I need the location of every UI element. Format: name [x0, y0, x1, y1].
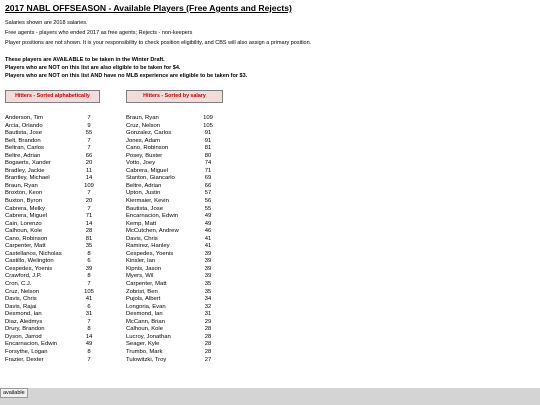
player-name: Desmond, Ian — [126, 311, 163, 318]
table-row — [5, 198, 105, 206]
player-salary: 28 — [204, 348, 212, 355]
table-row — [5, 311, 105, 319]
table-row — [126, 168, 226, 176]
player-salary: 49 — [204, 220, 212, 227]
player-salary: 55 — [204, 205, 212, 212]
table-row — [5, 326, 105, 334]
table-row — [126, 115, 226, 123]
player-salary: 28 — [85, 228, 93, 235]
player-salary: 91 — [204, 130, 212, 137]
player-salary: 20 — [85, 160, 93, 167]
table-row — [5, 251, 105, 259]
player-name: Drury, Brandon — [5, 326, 45, 333]
player-name: Cruz, Nelson — [5, 288, 40, 295]
table-row — [5, 289, 105, 297]
player-name: Pujols, Albert — [126, 296, 161, 303]
player-name: Kiermaier, Kevin — [126, 198, 169, 205]
table-row — [126, 190, 226, 198]
table-row — [5, 115, 105, 123]
player-salary: 14 — [85, 175, 93, 182]
player-name: Anderson, Tim — [5, 115, 43, 121]
player-name: Seager, Kyle — [126, 341, 160, 348]
status-bar — [0, 388, 540, 405]
table-row — [5, 236, 105, 244]
table-row — [5, 123, 105, 131]
table-row — [126, 228, 226, 236]
player-name: Lucroy, Jonathan — [126, 333, 171, 340]
table-row — [5, 153, 105, 161]
player-salary: 39 — [204, 258, 212, 265]
table-row — [126, 319, 226, 327]
player-salary: 14 — [85, 220, 93, 227]
table-row — [126, 221, 226, 229]
table-row — [126, 258, 226, 266]
table-row — [5, 168, 105, 176]
table-row — [5, 334, 105, 342]
rule-no-mlb: Players who are NOT on this list AND have no MLB experience are eligible to be taken for $3. — [5, 73, 248, 79]
player-salary: 27 — [204, 356, 212, 363]
player-name: McCutchen, Andrew — [126, 228, 179, 235]
player-salary: 41 — [85, 296, 93, 303]
player-salary: 66 — [85, 152, 93, 159]
table-row — [5, 266, 105, 274]
player-name: Arcia, Orlando — [5, 122, 43, 129]
salary-table — [126, 115, 226, 364]
player-salary: 81 — [85, 235, 93, 242]
player-salary: 39 — [204, 250, 212, 257]
page-title: 2017 NABL OFFSEASON - Available Players (Free Agents and Rejects) — [5, 3, 292, 13]
player-salary: 35 — [85, 243, 93, 250]
player-salary: 71 — [204, 167, 212, 174]
table-row — [126, 304, 226, 312]
player-salary: 71 — [85, 213, 93, 220]
table-row — [5, 357, 105, 365]
table-row — [126, 334, 226, 342]
player-salary: 81 — [204, 145, 212, 152]
table-row — [5, 206, 105, 214]
table-row — [126, 357, 226, 365]
player-name: Desmond, Ian — [5, 311, 42, 318]
table-row — [126, 175, 226, 183]
player-salary: 8 — [87, 326, 91, 333]
player-salary: 28 — [204, 341, 212, 348]
player-name: Gonzalez, Carlos — [126, 130, 172, 137]
table-row — [126, 198, 226, 206]
table-row — [5, 273, 105, 281]
table-row — [126, 183, 226, 191]
rule-available: These players are AVAILABLE to be taken in the Winter Draft. — [5, 57, 165, 63]
player-salary: 7 — [87, 318, 91, 325]
player-name: Braun, Ryan — [5, 182, 38, 189]
player-salary: 39 — [204, 273, 212, 280]
player-name: Cabrera, Melky — [5, 205, 45, 212]
table-row — [126, 138, 226, 146]
player-name: McCann, Brian — [126, 318, 165, 325]
player-salary: 91 — [204, 137, 212, 144]
player-salary: 11 — [85, 167, 93, 174]
table-row — [5, 213, 105, 221]
table-row — [126, 160, 226, 168]
table-row — [5, 349, 105, 357]
player-name: Bogaerts, Xander — [5, 160, 51, 167]
player-salary: 74 — [204, 160, 212, 167]
table-row — [5, 190, 105, 198]
table-row — [126, 123, 226, 131]
player-name: Carpenter, Matt — [126, 281, 167, 288]
table-row — [126, 326, 226, 334]
table-row — [5, 281, 105, 289]
player-name: Castellanos, Nicholas — [5, 250, 62, 257]
player-name: Kemp, Matt — [126, 220, 157, 227]
table-row — [126, 266, 226, 274]
player-salary: 41 — [204, 235, 212, 242]
player-salary: 7 — [87, 356, 91, 363]
table-row — [5, 243, 105, 251]
player-salary: 35 — [204, 281, 212, 288]
table-row — [126, 213, 226, 221]
player-salary: 31 — [85, 311, 93, 318]
player-name: Belt, Brandon — [5, 137, 41, 144]
player-salary: 57 — [204, 190, 212, 197]
player-salary: 28 — [204, 326, 212, 333]
player-name: Zobrist, Ben — [126, 288, 158, 295]
table-row — [126, 349, 226, 357]
player-name: Myers, Wil — [126, 273, 154, 280]
player-salary: 20 — [85, 198, 93, 205]
player-name: Cabrera, Miguel — [126, 167, 168, 174]
player-salary: 39 — [204, 265, 212, 272]
player-name: Bradley, Jackie — [5, 167, 45, 174]
table-row — [126, 296, 226, 304]
table-row — [126, 236, 226, 244]
table-row — [5, 160, 105, 168]
rule-not-on-list: Players who are NOT on this list are also eligible to be taken for $4. — [5, 65, 181, 71]
player-name: Braun, Ryan — [126, 115, 159, 121]
player-salary: 8 — [87, 348, 91, 355]
player-name: Crawford, J.P. — [5, 273, 42, 280]
player-name: Beltran, Carlos — [5, 145, 44, 152]
player-salary: 6 — [87, 303, 91, 310]
table-row — [126, 145, 226, 153]
table-row — [126, 206, 226, 214]
player-name: Cespedes, Yoenis — [5, 265, 53, 272]
player-name: Upton, Justin — [126, 190, 161, 197]
player-name: Kipnis, Jason — [126, 265, 162, 272]
table-row — [126, 251, 226, 259]
player-name: Stanton, Giancarlo — [126, 175, 175, 182]
player-salary: 7 — [87, 137, 91, 144]
player-name: Cano, Robinson — [5, 235, 48, 242]
player-salary: 49 — [85, 341, 93, 348]
table-row — [5, 304, 105, 312]
player-salary: 109 — [203, 115, 213, 121]
player-name: Davis, Chris — [5, 296, 37, 303]
table-row — [126, 289, 226, 297]
table-row — [5, 138, 105, 146]
table-row — [126, 311, 226, 319]
player-name: Cain, Lorenzo — [5, 220, 42, 227]
table-row — [5, 228, 105, 236]
player-name: Davis, Chris — [126, 235, 158, 242]
table-row — [126, 243, 226, 251]
player-salary: 8 — [87, 250, 91, 257]
player-name: Calhoun, Kole — [5, 228, 43, 235]
note-salaries: Salaries shown are 2018 salaries. — [5, 20, 88, 26]
player-salary: 29 — [204, 318, 212, 325]
table-row — [5, 183, 105, 191]
player-salary: 14 — [85, 333, 93, 340]
player-name: Bautista, Jose — [5, 130, 43, 137]
table-row — [126, 130, 226, 138]
player-name: Votto, Joey — [126, 160, 156, 167]
player-name: Longoria, Evan — [126, 303, 166, 310]
player-salary: 8 — [87, 273, 91, 280]
player-salary: 28 — [204, 333, 212, 340]
player-salary: 7 — [87, 190, 91, 197]
player-name: Castillo, Welington — [5, 258, 54, 265]
note-positions: Player positions are not shown. It is your responsibility to check position eligibility, and CBS will also assign a primary position. — [5, 40, 312, 46]
player-salary: 105 — [84, 288, 94, 295]
player-name: Cano, Robinson — [126, 145, 169, 152]
table-row — [126, 273, 226, 281]
player-name: Encarnacion, Edwin — [126, 213, 179, 220]
player-salary: 9 — [87, 122, 91, 129]
player-name: Cespedes, Yoenis — [126, 250, 174, 257]
player-name: Jones, Adam — [126, 137, 161, 144]
player-name: Broxton, Keon — [5, 190, 43, 197]
player-salary: 39 — [85, 265, 93, 272]
player-name: Cron, C.J. — [5, 281, 32, 288]
table-row — [5, 341, 105, 349]
salary-table-header: Hitters - Sorted by salary — [126, 90, 223, 103]
player-salary: 49 — [204, 213, 212, 220]
player-salary: 35 — [204, 288, 212, 295]
player-salary: 105 — [203, 122, 213, 129]
player-name: Cruz, Nelson — [126, 122, 161, 129]
player-name: Bautista, Jose — [126, 205, 164, 212]
player-salary: 55 — [85, 130, 93, 137]
alpha-table-header: Hitters - Sorted alphabetically — [5, 90, 100, 103]
player-salary: 7 — [87, 205, 91, 212]
player-name: Buxton, Byron — [5, 198, 43, 205]
table-row — [126, 281, 226, 289]
table-row — [5, 221, 105, 229]
player-name: Cabrera, Miguel — [5, 213, 47, 220]
table-row — [126, 153, 226, 161]
table-row — [5, 145, 105, 153]
player-name: Encarnacion, Edwin — [5, 341, 58, 348]
player-salary: 69 — [204, 175, 212, 182]
player-salary: 7 — [87, 115, 91, 121]
player-salary: 46 — [204, 228, 212, 235]
player-name: Calhoun, Kole — [126, 326, 164, 333]
table-row — [5, 319, 105, 327]
table-row — [5, 258, 105, 266]
player-salary: 32 — [204, 303, 212, 310]
player-name: Ramirez, Hanley — [126, 243, 170, 250]
player-salary: 7 — [87, 145, 91, 152]
alpha-table — [5, 115, 105, 364]
player-name: Diaz, Aledmys — [5, 318, 43, 325]
note-free-agents: Free agents - players who ended 2017 as free agents; Rejects - non-keepers — [5, 30, 193, 36]
player-salary: 7 — [87, 281, 91, 288]
table-row — [126, 341, 226, 349]
player-name: Dyson, Jarrod — [5, 333, 42, 340]
table-row — [5, 130, 105, 138]
player-name: Carpenter, Matt — [5, 243, 46, 250]
player-salary: 41 — [204, 243, 212, 250]
status-label: available — [0, 388, 28, 398]
player-name: Beltre, Adrian — [5, 152, 41, 159]
player-salary: 66 — [204, 182, 212, 189]
player-name: Beltre, Adrian — [126, 182, 162, 189]
table-row — [5, 296, 105, 304]
table-row — [5, 175, 105, 183]
player-name: Kinsler, Ian — [126, 258, 156, 265]
player-name: Frazier, Dexter — [5, 356, 44, 363]
player-name: Brantley, Michael — [5, 175, 50, 182]
player-salary: 34 — [204, 296, 212, 303]
player-salary: 31 — [204, 311, 212, 318]
player-salary: 80 — [204, 152, 212, 159]
player-name: Trumbo, Mark — [126, 348, 163, 355]
player-salary: 56 — [204, 198, 212, 205]
player-name: Tulowitzki, Troy — [126, 356, 167, 363]
player-salary: 6 — [87, 258, 91, 265]
player-salary: 109 — [84, 182, 94, 189]
player-name: Posey, Buster — [126, 152, 163, 159]
player-name: Davis, Rajai — [5, 303, 37, 310]
player-name: Forsythe, Logan — [5, 348, 48, 355]
